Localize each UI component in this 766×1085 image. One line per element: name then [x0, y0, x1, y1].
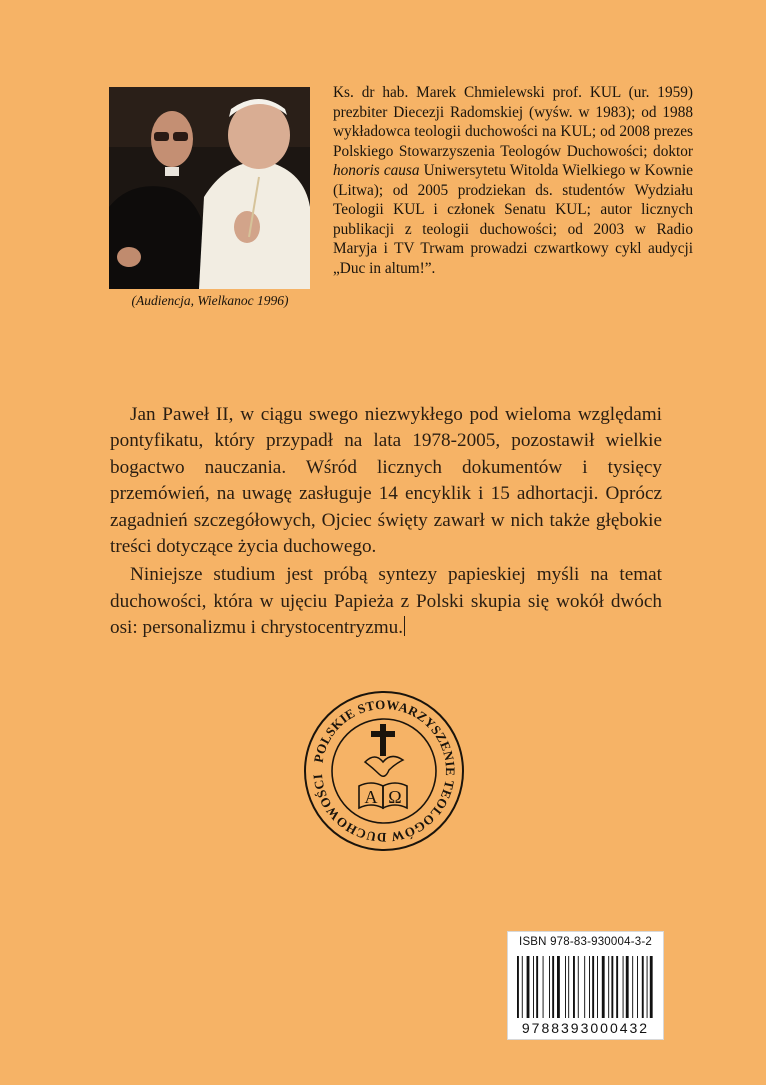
text-cursor — [404, 616, 405, 636]
ean-number: 9788393000432 — [521, 1020, 650, 1036]
society-seal — [303, 690, 465, 852]
author-photo — [109, 87, 310, 289]
seal-omega: Ω — [388, 787, 402, 807]
isbn-barcode — [507, 931, 664, 1040]
description-paragraph-2 — [110, 562, 662, 641]
book-description — [110, 402, 662, 642]
bio-italic: honoris causa — [333, 162, 420, 179]
seal-alpha: A — [364, 787, 378, 807]
photo-caption: (Audiencja, Wielkanoc 1996) — [131, 293, 289, 308]
bio-text-1: Ks. dr hab. Marek Chmielewski prof. KUL (ur. 1959) prezbiter Diecezji Radomskiej (wyśw. w 1983); od 1988 wykładowca teologii duchowości na KUL; od 2008 prezes Polskiego Stowarzyszenia Teologów Duchowości; doktor — [333, 84, 693, 160]
author-bio — [333, 83, 693, 278]
description-paragraph-2-text: Niniejsze studium jest próbą syntezy papieskiej myśli na temat duchowości, która w ujęciu Papieża z Polski skupia się wokół dwóch osi: personalizmu i chrystocentryzmu. — [110, 564, 662, 639]
bio-text-2: Uniwersytetu Witolda Wielkiego w Kownie (Litwa); od 2005 prodziekan ds. studentów Wydziału Teologii KUL i członek Senatu KUL; autor licznych publikacji z teologii duchowości; od 2003 w Radio Maryja i TV Trwam prowadzi czwartkowy cykl audycji „Duc in altum!”. — [333, 162, 693, 277]
seal-ring-text: POLSKIE STOWARZYSZENIE TEOLOGÓW DUCHOWOŚCI — [310, 696, 459, 846]
description-paragraph-1: Jan Paweł II, w ciągu swego niezwykłego pod wieloma względami pontyfikatu, który przypadł na lata 1978-2005, pozostawił wielkie bogactwo nauczania. Wśród licznych dokumentów i tysięcy przemówień, na uwagę zasługuje 14 encyklik i 15 adhortacji. Oprócz zagadnień szczegółowych, Ojciec święty zawarł w nich także głębokie treści dotyczące życia duchowego. — [110, 404, 662, 558]
barcode-bars — [517, 956, 657, 1018]
isbn-label: ISBN 978-83-930004-3-2 — [519, 936, 652, 948]
